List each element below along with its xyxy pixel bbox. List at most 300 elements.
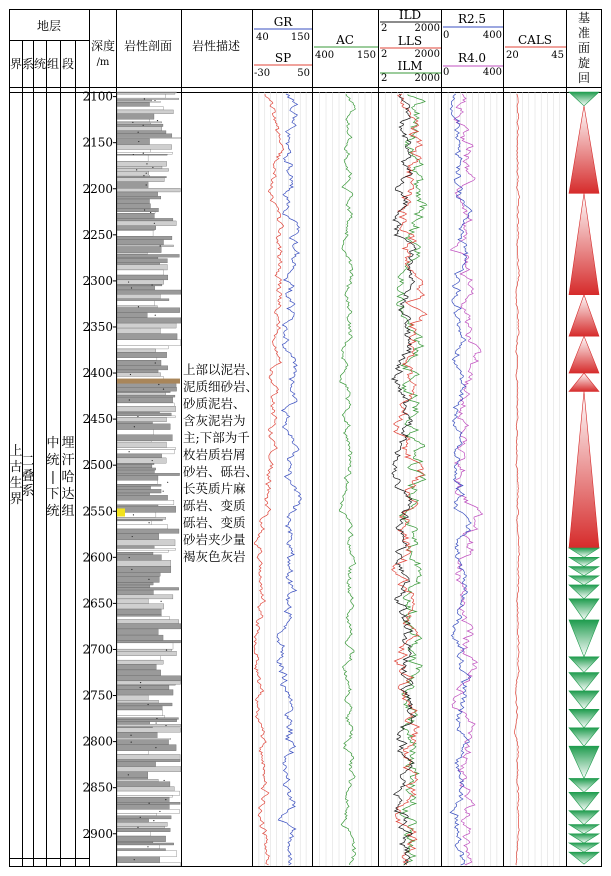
base-level-rise-triangle	[569, 567, 599, 576]
lithology-bed	[117, 590, 153, 595]
lithology-bed	[117, 728, 181, 732]
level-series-header: 统	[33, 57, 47, 71]
lithology-bed	[117, 548, 176, 550]
gr-curve-name: GR	[273, 15, 293, 29]
lithology-bed	[117, 787, 174, 792]
level-system-header: 系	[21, 57, 35, 71]
description-line: 长英质片麻	[183, 481, 246, 496]
lithology-bed	[117, 762, 156, 767]
lithology-bed	[117, 473, 180, 475]
description-line: 砂岩夹少量	[183, 532, 246, 547]
lithology-bed	[117, 732, 157, 738]
lithology-bed	[117, 604, 164, 609]
depth-tick-label: 2150	[82, 135, 113, 150]
lithology-bed	[117, 212, 155, 214]
lithology-bed	[117, 221, 176, 226]
lithology-bed	[117, 555, 161, 561]
lithology-bed	[117, 656, 160, 660]
lithology-bed	[117, 826, 165, 828]
description-line: 上部以泥岩、	[183, 362, 259, 377]
lithology-bed	[117, 529, 179, 533]
lithology-bed	[117, 635, 163, 640]
level-member-header: 段	[61, 57, 75, 71]
base-level-fall-triangle	[569, 106, 599, 194]
depth-tick-label: 2450	[82, 412, 113, 427]
depth-tick-label: 2700	[82, 642, 113, 657]
lithology-bed	[117, 832, 151, 836]
lithology-bed	[117, 546, 154, 549]
lithology-bed	[117, 231, 153, 237]
lithology-bed	[117, 155, 148, 161]
lithology-bed	[117, 685, 169, 689]
lithology-bed	[117, 670, 161, 676]
lithology-bed	[117, 664, 156, 670]
lithology-bed	[117, 533, 159, 539]
gravel-dot	[140, 817, 141, 818]
gravel-dot	[146, 163, 147, 164]
system-label: 二叠系	[21, 454, 35, 499]
lithology-bed	[117, 582, 153, 585]
lithology-bed	[117, 676, 181, 681]
lithology-bed	[117, 480, 157, 484]
depth-unit: /m	[96, 57, 110, 68]
ild-curve-name: ILD	[398, 8, 422, 22]
lithology-bed	[117, 94, 165, 98]
lithology-bed	[117, 275, 168, 280]
lithology-bed	[117, 270, 164, 275]
cycle-header-char-2: 准	[577, 26, 591, 40]
description-line: 枚岩质岩屑	[183, 447, 246, 462]
lithology-bed	[117, 486, 151, 489]
lithology-bed	[117, 449, 174, 453]
lithology-bed	[117, 751, 149, 755]
lithology-bed	[117, 849, 166, 851]
base-level-rise-triangle	[569, 792, 599, 810]
gravel-dot	[159, 811, 160, 812]
lithology-bed	[117, 585, 150, 587]
lithology-bed	[117, 809, 180, 813]
lithology-column	[117, 92, 181, 866]
r40-scale-min: 0	[443, 67, 450, 78]
gravel-dot	[133, 514, 134, 515]
base-level-rise-triangle	[569, 576, 599, 585]
lithology-bed	[117, 695, 148, 700]
gravel-dot	[138, 141, 139, 142]
depth-tick-label: 2350	[82, 319, 113, 334]
lithology-bed	[117, 236, 172, 240]
base-level-rise-triangle	[569, 843, 599, 852]
gravel-dot	[137, 416, 138, 417]
lithology-bed	[117, 208, 158, 211]
lithology-bed	[117, 406, 176, 411]
gravel-dot	[132, 122, 133, 123]
level-erathem-header: 界	[9, 57, 23, 71]
lithology-bed	[117, 265, 167, 270]
lithology-bed	[117, 199, 149, 204]
lithology-bed	[117, 328, 160, 334]
lithology-bed	[117, 649, 172, 651]
lls-curve	[392, 94, 427, 865]
lithology-bed	[117, 740, 169, 745]
lithology-bed	[117, 700, 158, 703]
lithology-bed	[117, 448, 176, 450]
lithology-bed	[117, 138, 150, 144]
lithology-bed	[117, 114, 154, 120]
description-line: 砂岩、砾岩、	[183, 464, 259, 479]
lithology-bed	[117, 254, 179, 257]
gravel-dot	[129, 399, 130, 400]
lithology-description-block	[183, 362, 258, 564]
lithology-bed	[117, 247, 161, 253]
lithology-bed	[117, 816, 171, 819]
cycle-header-char-4: 旋	[577, 56, 591, 70]
lithology-bed	[117, 161, 167, 166]
lithology-bed	[117, 506, 176, 512]
lithology-bed	[117, 352, 167, 357]
lithology-bed	[117, 188, 180, 192]
base-level-rise-triangle	[569, 548, 599, 557]
lithology-bed	[117, 166, 162, 168]
gravel-dot	[128, 774, 129, 775]
gravel-dot	[146, 184, 147, 185]
lithology-bed	[117, 149, 151, 152]
gravel-dot	[134, 859, 135, 860]
base-level-rise-triangle	[569, 852, 599, 864]
lithology-bed	[117, 226, 156, 230]
lithology-bed	[117, 745, 176, 751]
base-level-rise-triangle	[569, 825, 599, 834]
lithology-bed	[117, 124, 163, 126]
lithology-bed	[117, 152, 172, 154]
lithology-bed	[117, 93, 175, 94]
lithology-bed	[117, 718, 178, 720]
lithology-bed	[117, 366, 168, 370]
lithology-bed	[117, 495, 168, 500]
lithology-bed	[117, 493, 150, 495]
sp-curve-name: SP	[274, 51, 292, 65]
ac-scale-min: 400	[315, 50, 335, 61]
lithology-bed	[117, 857, 160, 863]
lithology-bed	[117, 560, 171, 566]
depth-tick-label: 2750	[82, 688, 113, 703]
description-line: 褐灰色灰岩	[183, 549, 246, 564]
lithology-bed	[117, 615, 161, 616]
stratum-header: 地层	[36, 19, 62, 33]
lithology-bed	[117, 484, 161, 486]
ild-scale-min: 2	[381, 23, 388, 34]
lithology-bed	[117, 703, 172, 706]
gravel-dot	[129, 557, 130, 558]
lithology-bed	[117, 716, 165, 718]
r25-scale-min: 0	[443, 30, 450, 41]
gravel-dot	[163, 491, 164, 492]
lls-scale-max: 2000	[414, 49, 440, 60]
description-line: 砾岩、变质	[183, 498, 246, 513]
gravel-dot	[140, 682, 141, 683]
gravel-dot	[167, 482, 168, 483]
lithology-bed	[117, 373, 161, 377]
lithology-bed	[117, 525, 168, 529]
description-line: 含灰泥岩为	[183, 413, 246, 428]
lithology-bed	[117, 505, 158, 506]
base-level-rise-triangle	[569, 746, 599, 778]
gravel-dot	[152, 460, 153, 461]
log-tracks	[254, 92, 560, 866]
lithology-bed	[117, 403, 174, 406]
gravel-dot	[131, 287, 132, 288]
base-level-fall-triangle	[569, 373, 599, 391]
lithology-bed	[117, 245, 174, 247]
lls-curve-name: LLS	[397, 34, 423, 48]
lithology-bed	[117, 599, 148, 604]
gravel-dot	[165, 799, 166, 800]
gravel-dot	[160, 245, 161, 246]
gravel-dot	[134, 426, 135, 427]
gravel-dot	[158, 384, 159, 385]
lithology-bed	[117, 540, 175, 546]
lithology-bed	[117, 722, 150, 724]
lithology-bed	[117, 782, 170, 787]
cals-curve-name: CALS	[517, 33, 553, 47]
lithology-bed	[117, 412, 160, 413]
erathem-label: 上古生界	[9, 444, 23, 507]
lithology-bed	[117, 468, 156, 470]
gravel-dot	[147, 846, 148, 847]
gravel-dot	[154, 100, 155, 101]
lithology-bed	[117, 521, 151, 525]
gravel-dot	[143, 153, 144, 154]
cals-scale-min: 20	[506, 50, 519, 61]
lithology-bed	[117, 360, 161, 365]
lithology-bed	[117, 294, 160, 298]
ac-curve	[339, 94, 355, 865]
depth-tick-label: 2600	[82, 550, 113, 565]
base-level-rise-triangle	[569, 709, 599, 727]
r25-curve-name: R2.5	[457, 12, 487, 26]
gravel-dot	[166, 650, 167, 651]
gravel-dot	[150, 212, 151, 213]
lithology-bed	[117, 651, 176, 655]
gr-sp-header	[254, 15, 312, 79]
lithology-bed	[117, 690, 173, 696]
lithology-bed	[117, 308, 180, 313]
description-line: 砾岩、变质	[183, 515, 246, 530]
lithology-bed	[117, 145, 172, 150]
sp-scale-max: 50	[297, 68, 310, 79]
marker-bed	[117, 508, 125, 516]
lithology-bed	[117, 609, 161, 615]
base-level-rise-triangle	[569, 811, 599, 825]
lithology-bed	[117, 340, 181, 346]
lithology-bed	[117, 280, 164, 284]
lithology-bed	[117, 204, 150, 209]
lithology-bed	[117, 131, 166, 134]
lithology-bed	[117, 760, 180, 762]
lithology-bed	[117, 358, 157, 361]
gravel-dot	[143, 125, 144, 126]
gravel-dot	[138, 306, 139, 307]
lithology-bed	[117, 660, 163, 664]
cycle-header-char-1: 基	[577, 11, 591, 25]
gravel-dot	[154, 223, 155, 224]
base-level-fall-triangle	[569, 336, 599, 373]
lithology-bed	[117, 843, 174, 845]
lithology-bed	[117, 624, 181, 629]
lithology-bed	[117, 476, 158, 481]
lithology-bed	[117, 424, 170, 430]
lithology-bed	[117, 349, 156, 352]
gravel-dot	[137, 827, 138, 828]
gravel-dot	[149, 803, 150, 804]
gravel-dot	[151, 284, 152, 285]
resistivity-header	[380, 8, 441, 84]
lithology-description-header: 岩性描述	[191, 39, 241, 53]
gravel-dot	[130, 374, 131, 375]
gravel-dot	[146, 173, 147, 174]
lithology-bed	[117, 397, 173, 403]
lithology-bed	[117, 500, 174, 504]
lithology-bed	[117, 196, 161, 199]
base-level-rise-triangle	[569, 557, 599, 566]
lithology-bed	[117, 836, 166, 842]
gravel-dot	[144, 209, 145, 210]
gravel-dot	[155, 315, 156, 316]
gr-scale-min: 40	[256, 32, 269, 43]
level-formation-header: 组	[46, 57, 60, 71]
ild-scale-max: 2000	[414, 23, 440, 34]
lithology-bed	[117, 791, 180, 795]
lithology-bed	[117, 851, 177, 857]
depth-tick-label: 2900	[82, 826, 113, 841]
r40-scale-max: 400	[482, 67, 502, 78]
lithology-bed	[117, 301, 154, 306]
depth-tick-label: 2400	[82, 366, 113, 381]
cycle-header	[578, 11, 590, 85]
lithology-bed	[117, 430, 154, 435]
lithology-bed	[117, 463, 154, 464]
lithology-bed	[117, 110, 173, 114]
lithology-bed	[117, 182, 148, 188]
ac-curve-name: AC	[336, 33, 354, 47]
lithology-bed	[117, 629, 158, 635]
lithology-bed	[117, 573, 160, 577]
gravel-dot	[132, 536, 133, 537]
lithology-bed	[117, 178, 164, 182]
base-level-rise-triangle	[569, 691, 599, 709]
base-level-rise-triangle	[569, 778, 599, 792]
lithology-bed	[117, 127, 162, 131]
gravel-dot	[140, 687, 141, 688]
lithology-bed	[117, 192, 158, 196]
lithology-bed	[117, 550, 168, 552]
lithology-bed	[117, 552, 153, 555]
lithology-bed	[117, 169, 169, 172]
ilm-scale-max: 2000	[414, 73, 440, 84]
lithology-bed	[117, 318, 181, 323]
depth-header: 深度	[90, 39, 116, 53]
lithology-bed	[117, 253, 147, 255]
lithology-bed	[117, 171, 149, 175]
lithology-bed	[117, 595, 173, 599]
lithology-bed	[117, 435, 172, 441]
ilm-scale-min: 2	[381, 73, 388, 84]
lithology-bed	[117, 313, 147, 318]
lithology-bed	[117, 122, 162, 123]
lithology-bed	[117, 797, 169, 802]
lithology-bed	[117, 706, 162, 710]
gravel-dot	[155, 362, 156, 363]
lithology-bed	[117, 842, 153, 843]
lithology-bed	[117, 719, 177, 721]
lithology-bed	[117, 422, 153, 424]
lithology-bed	[117, 290, 181, 294]
gravel-dot	[131, 569, 132, 570]
description-line: 主;下部为千	[183, 430, 250, 445]
lithology-bed	[117, 102, 150, 106]
depth-tick-label: 2200	[82, 181, 113, 196]
gravel-dot	[165, 725, 166, 726]
lithology-bed	[117, 387, 177, 391]
base-level-rise-triangle	[569, 620, 599, 657]
lithology-section-header: 岩性剖面	[123, 39, 173, 53]
lithology-bed	[117, 620, 179, 624]
lithology-bed	[117, 724, 181, 727]
lls-scale-min: 2	[381, 49, 388, 60]
description-line: 砂质泥岩、	[183, 396, 246, 411]
gr-curve	[277, 94, 301, 865]
normal-resistivity-header	[443, 12, 503, 78]
lithology-bed	[117, 441, 151, 442]
lithology-bed	[117, 299, 169, 301]
lithology-bed	[117, 458, 166, 463]
lithology-bed	[117, 218, 173, 221]
lithology-bed	[117, 465, 152, 468]
base-level-rise-triangle	[569, 92, 599, 106]
lithology-bed	[117, 795, 173, 797]
description-line: 泥质细砂岩、	[183, 379, 259, 394]
carbonate-bed	[117, 379, 180, 384]
lithology-bed	[117, 284, 162, 286]
lithology-bed	[117, 213, 154, 218]
base-level-cycles	[569, 92, 599, 864]
r25-scale-max: 400	[482, 30, 502, 41]
base-level-rise-triangle	[569, 585, 599, 599]
lithology-bed	[117, 417, 167, 421]
r40-curve-name: R4.0	[457, 51, 487, 65]
cals-curve	[514, 94, 519, 865]
cycle-header-char-3: 面	[577, 41, 591, 55]
lithology-bed	[117, 845, 160, 849]
lithology-bed	[117, 640, 181, 643]
gravel-dot	[157, 120, 158, 121]
gravel-dot	[131, 742, 132, 743]
gravel-dot	[148, 522, 149, 523]
lithology-bed	[117, 306, 157, 308]
lithology-bed	[117, 576, 159, 582]
gravel-dot	[128, 281, 129, 282]
gravel-dot	[138, 132, 139, 133]
lithology-bed	[117, 772, 148, 778]
cals-header	[505, 33, 566, 61]
lithology-bed	[117, 819, 149, 822]
base-level-rise-triangle	[569, 657, 599, 673]
lithology-bed	[117, 519, 162, 520]
lithology-bed	[117, 416, 175, 418]
lithology-bed	[117, 175, 150, 176]
lithology-bed	[117, 489, 161, 493]
lithology-bed	[117, 566, 171, 572]
depth-tick-label: 2300	[82, 273, 113, 288]
